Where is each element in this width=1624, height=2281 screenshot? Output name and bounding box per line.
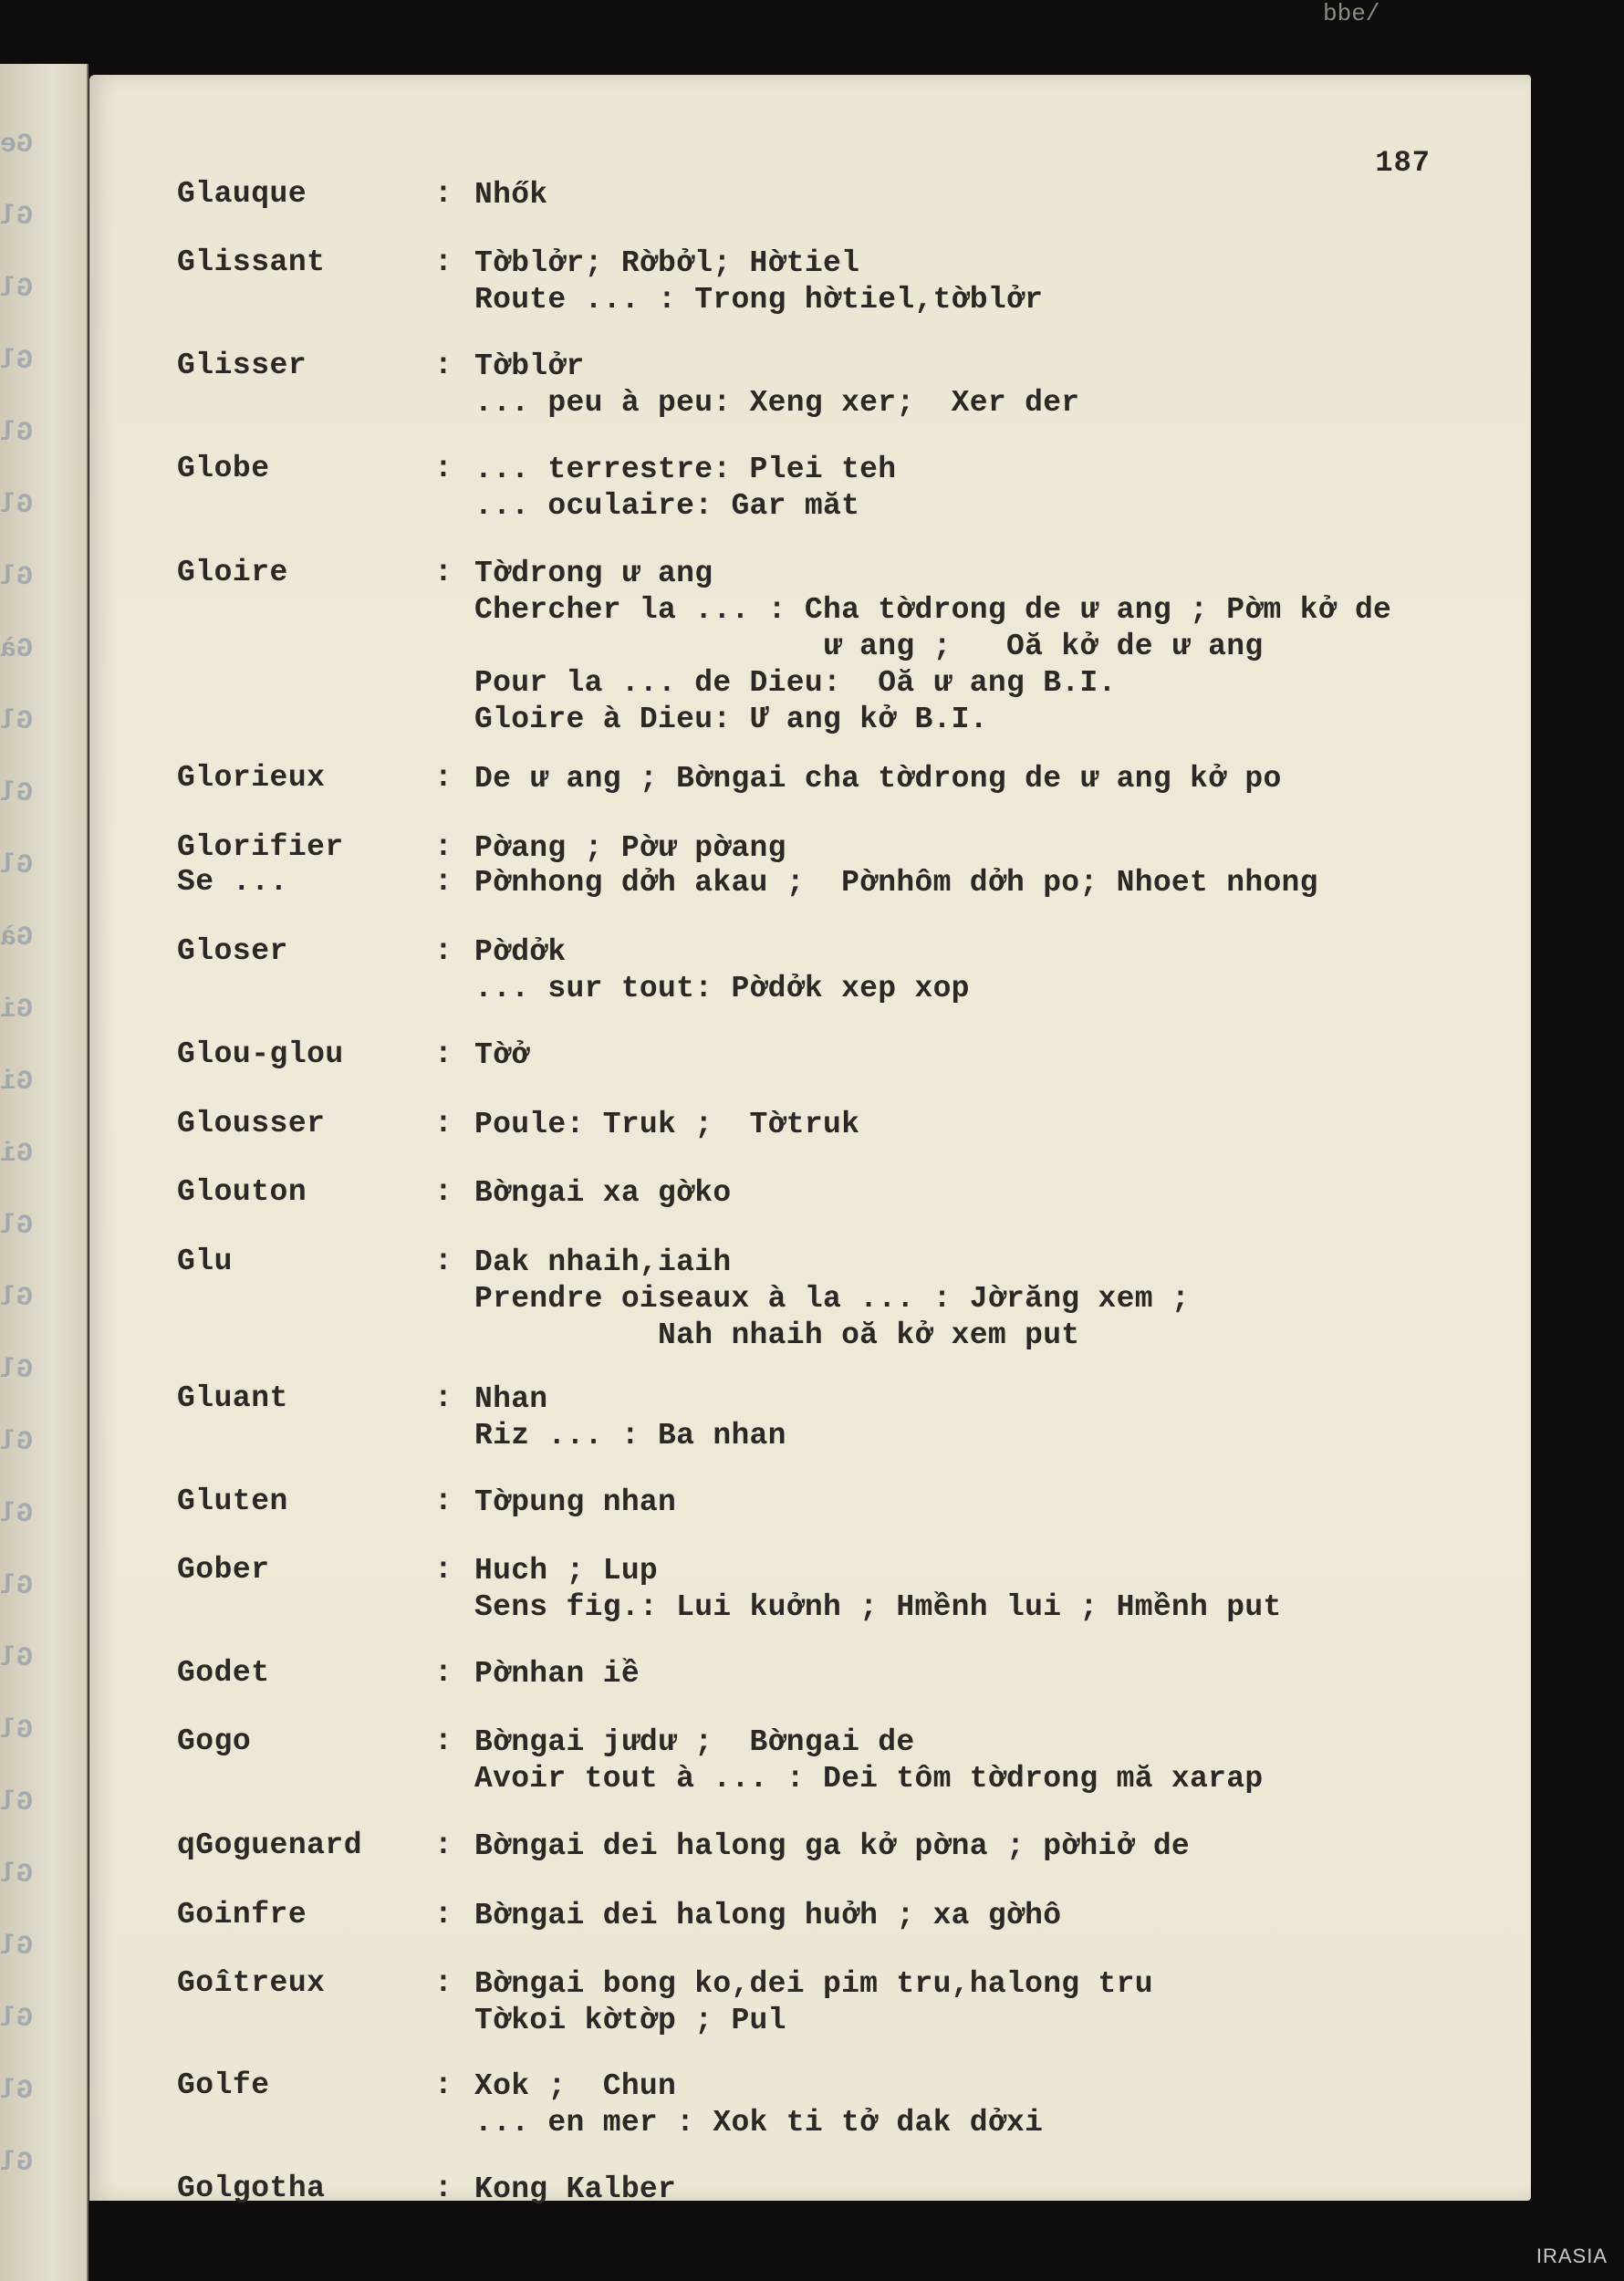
definitions <box>474 761 1282 797</box>
left-page-fragment: Gl <box>0 1283 34 1314</box>
left-page-fragment: Gl <box>0 562 34 593</box>
watermark: IRASIA <box>1536 2245 1608 2267</box>
headword: Goîtreux <box>177 1966 326 2000</box>
headword: Gober <box>177 1553 270 1587</box>
left-page-fragment: Gl <box>0 850 34 881</box>
definition-line: Tờkoi kờtờp ; Pul <box>474 2004 786 2037</box>
left-page-fragment: Gl <box>0 1787 34 1818</box>
definition-line: Prendre oiseaux à la ... : Jờrăng xem ; <box>474 1282 1191 1316</box>
definitions <box>474 2172 676 2208</box>
headword: Gogo <box>177 1724 252 1758</box>
definitions <box>474 1828 1190 1865</box>
entry-colon: : <box>434 177 453 211</box>
headword: Globe <box>177 452 270 485</box>
definition-line: Tờpung nhan <box>474 1485 677 1519</box>
entry-colon: : <box>434 1037 453 1071</box>
left-page-fragment: Gi <box>0 1139 34 1170</box>
definitions <box>474 349 1079 422</box>
definitions <box>474 1245 1190 1354</box>
left-page-fragment: Gl <box>0 1643 34 1674</box>
definitions <box>474 452 896 525</box>
definition-line: ... peu à peu: Xeng xer; Xer der <box>474 386 1080 420</box>
definition-line: ư ang ; Oă kở de ư ang <box>474 630 1264 663</box>
left-page-fragment: Gà <box>0 922 34 953</box>
left-page-fragment: Gl <box>0 1571 34 1602</box>
page-number: 187 <box>1375 146 1431 180</box>
definition-line: Bờngai jưdư ; Bờngai de <box>474 1725 915 1759</box>
headword: Goinfre <box>177 1898 307 1932</box>
definitions <box>474 245 1043 318</box>
definition-line: Pờang ; Pờư pờang <box>474 831 786 865</box>
definitions <box>474 1175 731 1212</box>
definition-line: Bờngai dei halong huởh ; xa gờhô <box>474 1899 1062 1932</box>
definitions <box>474 2068 1043 2141</box>
definition-line: Nah nhaih oă kở xem put <box>474 1318 1080 1352</box>
definition-line: Chercher la ... : Cha tờdrong de ư ang ; Pờm kở de <box>474 593 1392 627</box>
headword: Glouton <box>177 1175 307 1209</box>
headword: Gluten <box>177 1484 288 1518</box>
left-page-fragment: Gl <box>0 346 34 377</box>
entry-colon: : <box>434 830 453 864</box>
definitions <box>474 1107 859 1143</box>
entry-colon: : <box>434 1175 453 1209</box>
definition-line: Tờblởr; Rờbởl; Hờtiel <box>474 246 860 280</box>
definitions <box>474 1484 676 1521</box>
left-page-fragment: Ge <box>0 130 34 161</box>
entry-colon: : <box>434 1724 453 1758</box>
left-page-fragment: Gl <box>0 1499 34 1530</box>
definition-line: Avoir tout à ... : Dei tôm tờdrong mă xarap <box>474 1762 1264 1796</box>
definition-line: Tờở <box>474 1038 530 1072</box>
definition-line: Bờngai bong ko,dei pim tru,halong tru <box>474 1967 1153 2001</box>
headword: Glorifier <box>177 830 344 864</box>
entry-colon: : <box>434 934 453 968</box>
headword: Gluant <box>177 1381 288 1415</box>
left-page-fragment: Gl <box>0 2148 34 2179</box>
definitions <box>474 1724 1263 1797</box>
entry-colon: : <box>434 865 453 899</box>
headword: Glauque <box>177 177 307 211</box>
headword: Glorieux <box>177 761 326 795</box>
definition-line: Kong Kalber <box>474 2172 677 2206</box>
definition-line: Pour la ... de Dieu: Oă ư ang B.I. <box>474 666 1117 700</box>
definition-line: Poule: Truk ; Tờtruk <box>474 1108 860 1141</box>
headword: Glu <box>177 1245 233 1278</box>
entry-colon: : <box>434 2068 453 2102</box>
left-page-fragment: Gl <box>0 1859 34 1890</box>
definitions <box>474 934 970 1007</box>
left-page-fragment: Gà <box>0 634 34 665</box>
definitions <box>474 830 786 867</box>
definitions <box>474 1898 1061 1934</box>
left-page-fragment: Gl <box>0 2004 34 2035</box>
entry-colon: : <box>434 761 453 795</box>
definition-line: Huch ; Lup <box>474 1554 659 1588</box>
definition-line: ... oculaire: Gar măt <box>474 489 860 523</box>
definition-line: Pờnhong dởh akau ; Pờnhôm dởh po; Nhoet nhong <box>474 866 1318 900</box>
entry-colon: : <box>434 1828 453 1862</box>
headword: Gloire <box>177 556 288 589</box>
left-page-fragment: Gl <box>0 418 34 449</box>
left-page-fragment: Gl <box>0 274 34 305</box>
entry-colon: : <box>434 1484 453 1518</box>
left-page-fragment: Gl <box>0 1355 34 1386</box>
entry-colon: : <box>434 1898 453 1932</box>
left-page-fragment: Gl <box>0 778 34 809</box>
definition-line: Tờblởr <box>474 349 585 383</box>
definition-line: Nhan <box>474 1382 548 1416</box>
left-page-fragment: Gl <box>0 202 34 233</box>
definition-line: Gloire à Dieu: Ư ang kở B.I. <box>474 703 988 736</box>
left-page-fragment: Gl <box>0 490 34 521</box>
entry-colon: : <box>434 1656 453 1690</box>
definition-line: Bờngai dei halong ga kở pờna ; pờhiở de <box>474 1829 1191 1863</box>
headword: Glousser <box>177 1107 326 1140</box>
definition-line: ... terrestre: Plei teh <box>474 453 897 486</box>
definition-line: Riz ... : Ba nhan <box>474 1419 786 1453</box>
left-page-fragment: Gl <box>0 1427 34 1458</box>
headword: Godet <box>177 1656 270 1690</box>
top-edge-text: bbe/ <box>1323 0 1380 27</box>
dictionary-page <box>89 75 1531 2206</box>
definition-line: De ư ang ; Bờngai cha tờdrong de ư ang kở po <box>474 762 1282 796</box>
definition-line: Pờdởk <box>474 935 567 969</box>
definition-line: Route ... : Trong hờtiel,tờblởr <box>474 283 1044 317</box>
definition-line: Bờngai xa gờko <box>474 1176 732 1210</box>
entry-colon: : <box>434 349 453 382</box>
definition-line: Dak nhaih,iaih <box>474 1245 732 1279</box>
headword: Se ... <box>177 865 288 899</box>
entry-colon: : <box>434 1245 453 1278</box>
definitions <box>474 1966 1153 2039</box>
definitions <box>474 1381 786 1454</box>
left-page-edge <box>0 64 88 2281</box>
definition-line: ... en mer : Xok ti tở dak dởxi <box>474 2106 1044 2140</box>
definition-line: Xok ; Chun <box>474 2069 677 2103</box>
left-page-fragment: Gl <box>0 2076 34 2107</box>
entry-colon: : <box>434 1966 453 2000</box>
headword: Golgotha <box>177 2172 326 2205</box>
entry-colon: : <box>434 1107 453 1140</box>
headword: Glisser <box>177 349 307 382</box>
left-page-fragment: Gl <box>0 706 34 737</box>
left-page-fragment: Gi <box>0 1067 34 1098</box>
headword: Gloser <box>177 934 288 968</box>
entry-colon: : <box>434 1381 453 1415</box>
left-page-fragment: Gl <box>0 1211 34 1242</box>
definitions <box>474 177 547 214</box>
headword: Glou-glou <box>177 1037 344 1071</box>
definition-line: Nhők <box>474 178 548 212</box>
definitions <box>474 1553 1282 1626</box>
definitions <box>474 865 1318 901</box>
definitions <box>474 556 1391 738</box>
headword: qGoguenard <box>177 1828 363 1862</box>
definition-line: ... sur tout: Pờdởk xep xop <box>474 972 970 1005</box>
definition-line: Pờnhan iề <box>474 1657 640 1691</box>
entry-colon: : <box>434 245 453 279</box>
entry-colon: : <box>434 1553 453 1587</box>
left-page-fragment: Gl <box>0 1715 34 1746</box>
left-page-fragment: Gl <box>0 1932 34 1963</box>
entry-colon: : <box>434 556 453 589</box>
entry-colon: : <box>434 452 453 485</box>
headword: Golfe <box>177 2068 270 2102</box>
left-page-fragment: Gi <box>0 995 34 1026</box>
headword: Glissant <box>177 245 326 279</box>
entry-colon: : <box>434 2172 453 2205</box>
definition-line: Tờdrong ư ang <box>474 557 713 590</box>
definitions <box>474 1037 529 1074</box>
definitions <box>474 1656 640 1693</box>
definition-line: Sens fig.: Lui kuởnh ; Hmềnh lui ; Hmềnh put <box>474 1590 1282 1624</box>
